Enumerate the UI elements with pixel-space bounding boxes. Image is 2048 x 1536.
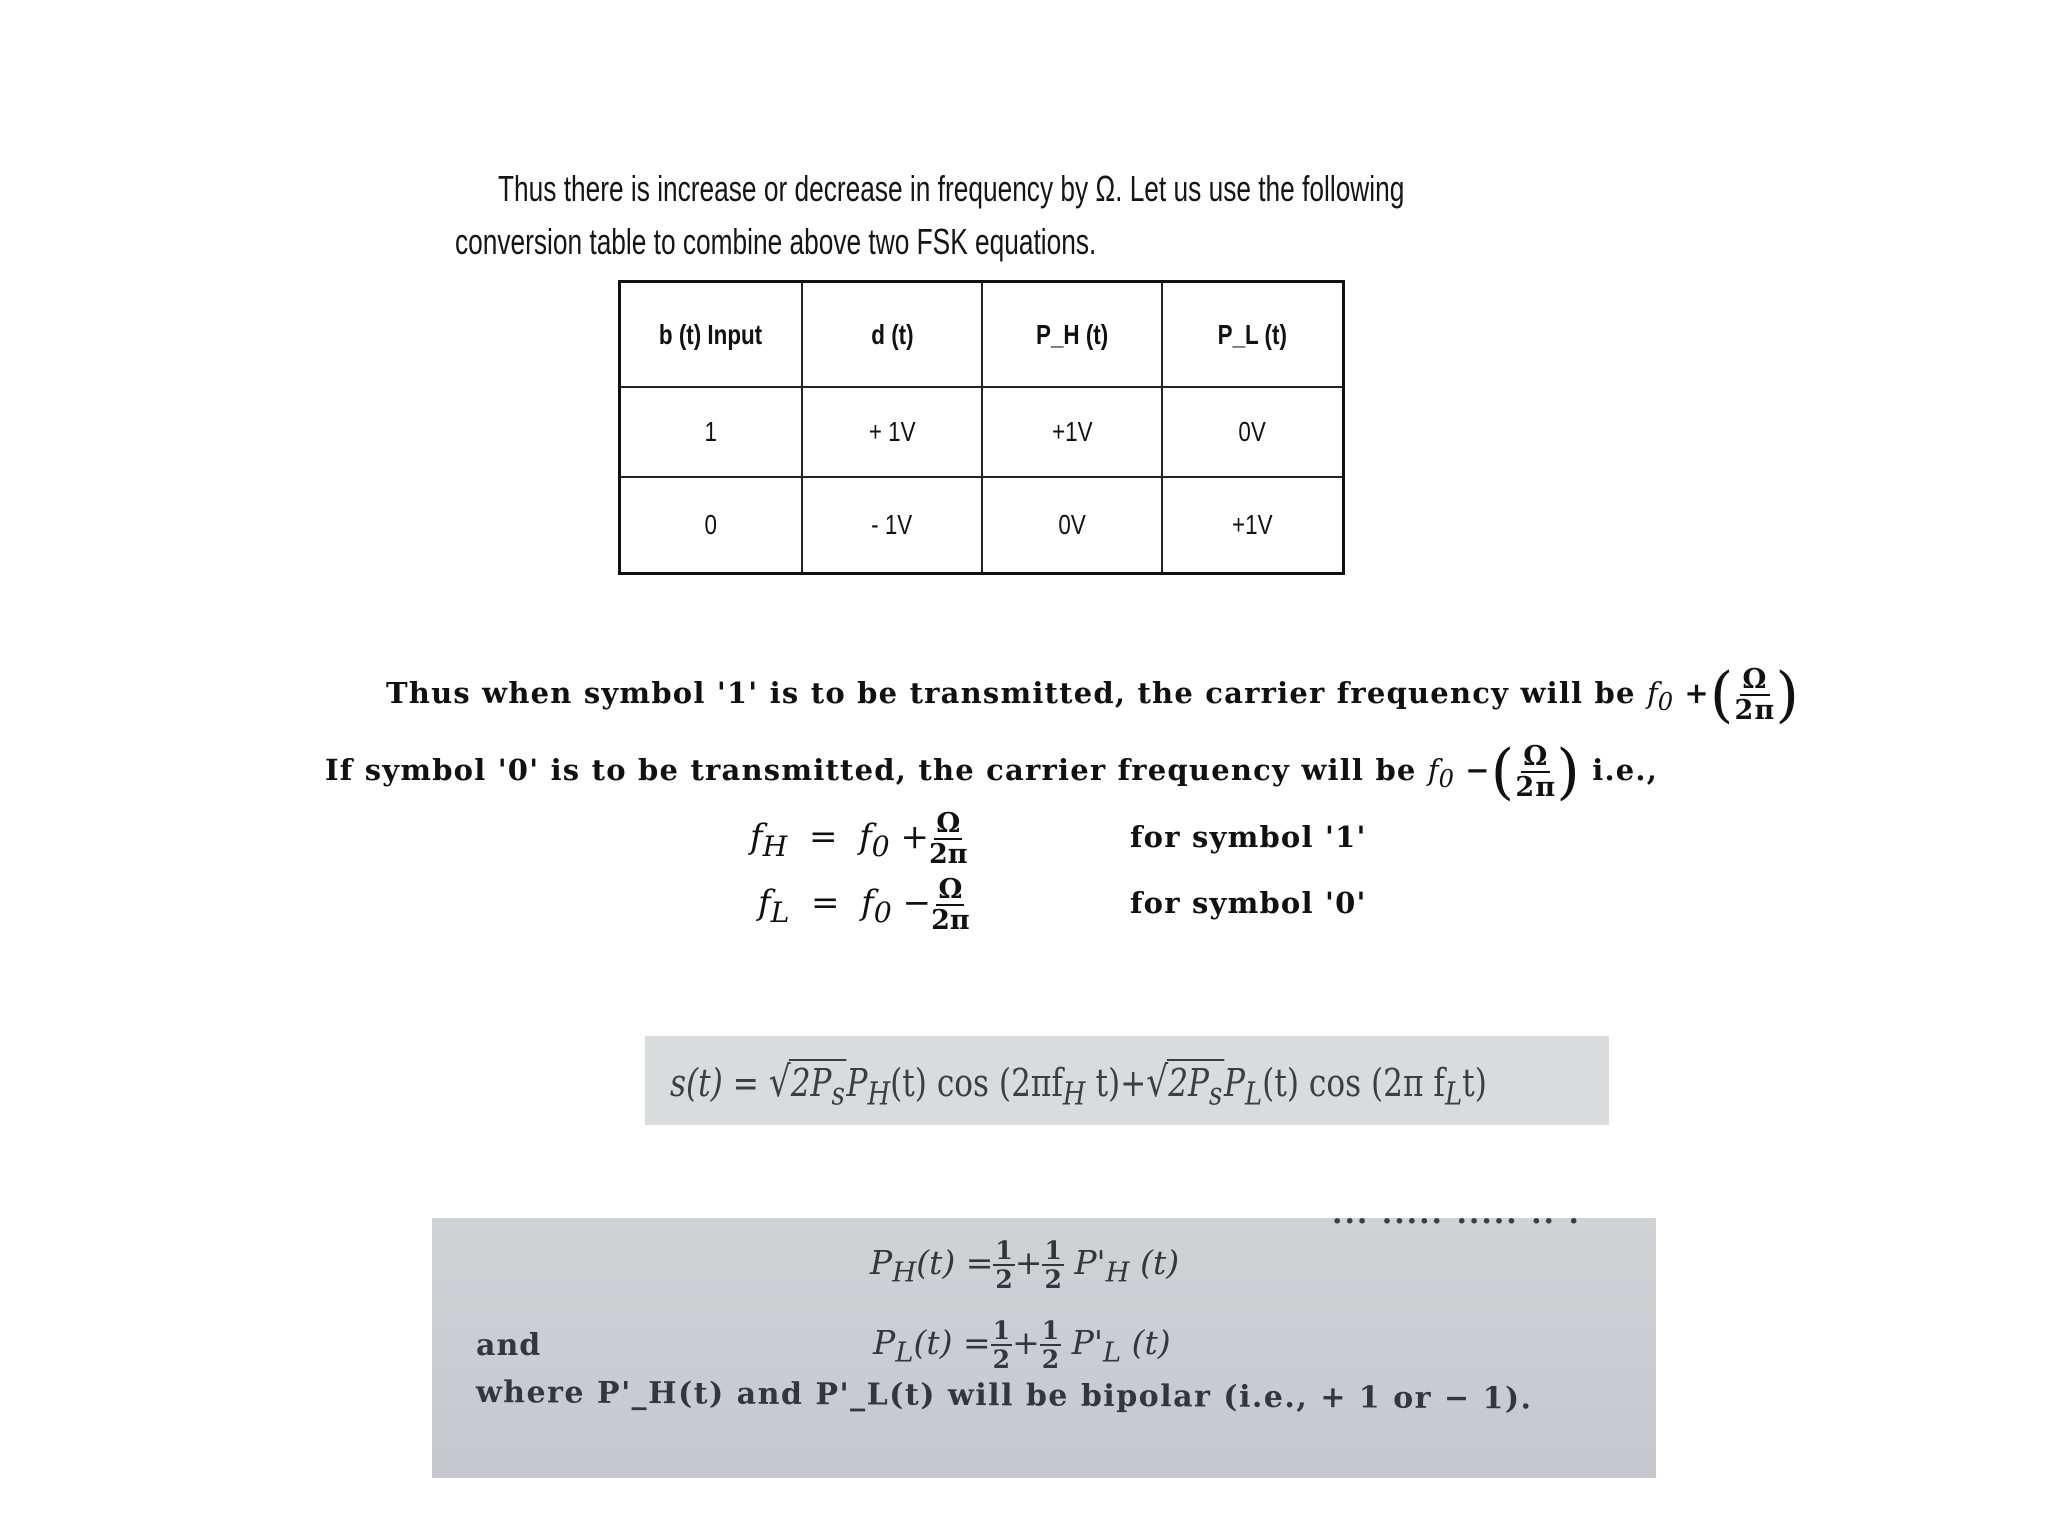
table-header-ph: P_H (t) xyxy=(983,283,1163,388)
conversion-table xyxy=(618,280,1345,575)
intro-line-2: conversion table to combine above two FSK equations. xyxy=(455,221,1097,262)
table-cell: 0 xyxy=(621,478,803,572)
equation-ph: $P_H(t)$ = $\frac{1}{2}$ + $\frac{1}{2}$ $P'_H$ (t) xyxy=(870,1236,1180,1294)
symbol-0-text: If symbol '0' is to be transmitted, the carrier frequency will be xyxy=(325,753,1417,787)
table-header-pl: P_L (t) xyxy=(1163,283,1342,388)
label-symbol-1: for symbol '1' xyxy=(1130,820,1367,854)
bipolar-explanation: where P'_H(t) and P'_L(t) will be bipolar (i.e., + 1 or − 1). xyxy=(475,1375,1533,1417)
signal-equation: $s(t) = √2P_sP_H(t)$ $\cos (2\pi f_H$ $t)+√2P_sP_L(t)$ cos (2π $f_Lt$) xyxy=(670,1057,1487,1113)
table-cell: +1V xyxy=(983,388,1163,478)
table-cell: 0V xyxy=(1163,388,1342,478)
equation-pl: $P_L(t)$ = $\frac{1}{2}$ + $\frac{1}{2}$ $P'_L$ (t) xyxy=(873,1316,1171,1374)
ie-text: i.e., xyxy=(1592,753,1659,787)
table-cell: 0V xyxy=(983,478,1163,572)
intro-line-1: Thus there is increase or decrease in frequency by Ω. Let us use the following xyxy=(498,168,1405,209)
table-cell: - 1V xyxy=(803,478,983,572)
table-header-b: b (t) Input xyxy=(621,283,803,388)
symbol-1-text: Thus when symbol '1' is to be transmitted, the carrier frequency will be xyxy=(386,676,1636,710)
equation-fl: $f_L = f_0$ − $\frac{\Omega}{2\pi}$ xyxy=(758,874,970,936)
table-cell: + 1V xyxy=(803,388,983,478)
table-cell: 1 xyxy=(621,388,803,478)
label-symbol-0: for symbol '0' xyxy=(1130,886,1367,920)
table-header-d: d (t) xyxy=(803,283,983,388)
clipped-text: ··· ····· ····· ·· · xyxy=(1332,1218,1581,1239)
equation-fh: $f_H = f_0$ + $\frac{\Omega}{2\pi}$ xyxy=(750,808,968,870)
and-label: and xyxy=(476,1328,542,1363)
symbol-0-sentence: If symbol '0' is to be transmitted, the carrier frequency will be $f_0$ −( $\frac{\Omega}{2\pi}$ ) i.e., xyxy=(325,737,1659,807)
symbol-1-sentence: Thus when symbol '1' is to be transmitted, the carrier frequency will be $f_0$ +( $\frac{\Omega}{2\pi}$ ) xyxy=(386,660,1801,730)
table-cell: +1V xyxy=(1232,509,1273,540)
